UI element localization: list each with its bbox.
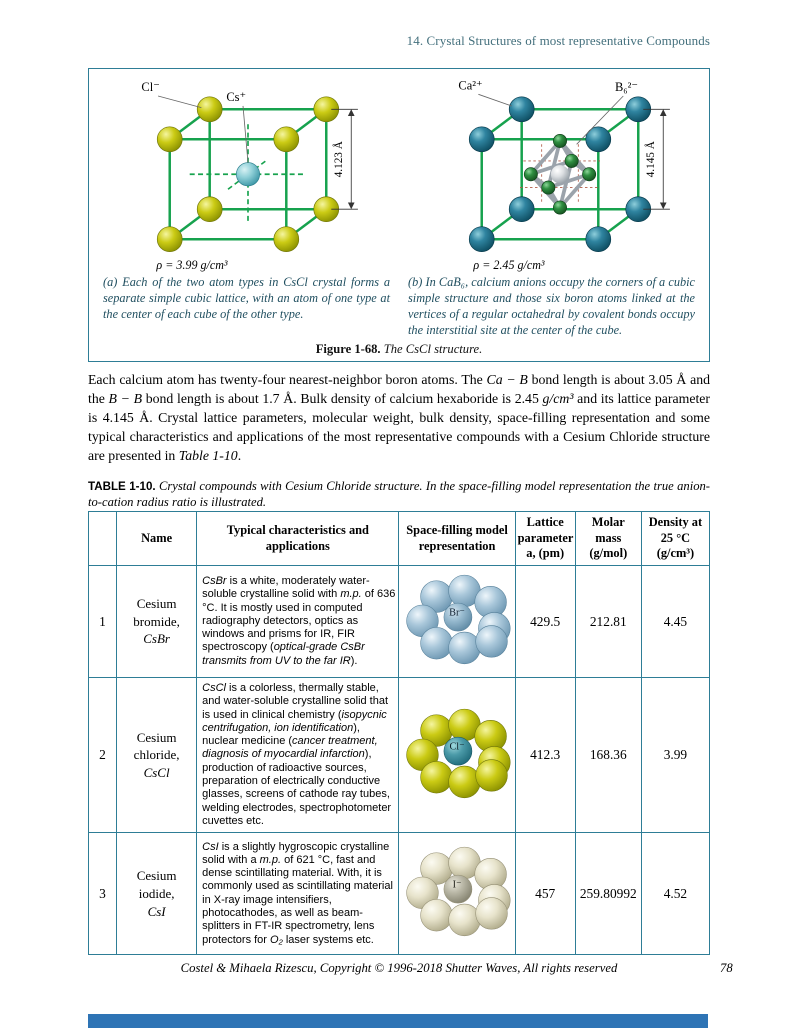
row-number-cell: 2 [89,678,117,833]
chloride-ion-label: Cl⁻ [141,79,160,94]
figure-diagrams [93,71,705,275]
compound-formula: CsBr [143,631,170,647]
molar-mass-cell: 259.80992 [575,833,641,955]
space-filling-model-csbr [401,572,513,666]
boron-cluster-label: B₆²⁻ [614,79,638,94]
ion-label: Cl⁻ [449,740,465,752]
table-number: TABLE 1-10. [88,480,156,493]
anion-spheres [407,575,511,664]
calcium-ion-label: Ca²⁺ [458,78,483,93]
space-filling-model-csi [401,844,513,938]
compound-name: Cesium bromide, [133,596,180,629]
characteristics-cell: CsCl is a colorless, thermally stable, and water-soluble crystalline solid that is used in clinical chemistry (isopycnic centrifugation, ion identification), nuclear medicine (cancer treatment, diagnosis of myocardial infarction), production of radioactive sources, preparation of electrically conductive glasses, screens of cathode ray tubes, welding electrodes, spectrophotometer cuvettes etc. [197,678,399,833]
compound-name-cell [117,833,197,955]
col-header-molar-mass: Molar mass (g/mol) [575,512,641,566]
lattice-cell: 457 [515,833,575,955]
model-cell [399,833,515,955]
compound-formula: CsI [147,903,166,919]
molar-mass-cell: 212.81 [575,566,641,678]
lattice-dimension-label: 4.123 Å [333,141,346,178]
compounds-table [88,511,710,955]
compound-formula: CsCl [143,764,170,780]
density-label-b: ρ = 2.45 g/cm³ [473,258,545,273]
ion-label: Br⁻ [449,607,465,619]
space-filling-model-cscl [401,706,513,800]
row-number-cell: 1 [89,566,117,678]
figure-box [88,68,710,362]
dimension-arrow-up [660,109,667,116]
col-header-characteristics: Typical characteristics and applications [197,512,399,566]
compound-name: Cesium iodide, [136,868,177,901]
molar-mass-cell: 168.36 [575,678,641,833]
figure-caption-b: (b) In CaB₆, calcium anions occupy the corners of a cubic simple structure and those six boron atoms linked at the vertices of a regular octahedral by covalent bonds occupy the interstitial site at the center of the cube. [408,275,695,337]
bottom-blue-bar [88,1014,708,1028]
body-paragraph: Each calcium atom has twenty-four nearest-neighbor boron atoms. The Ca − B bond length is about 3.05 Å and the B − B bond length is about 1.7 Å. Bulk density of calcium hexaboride is 2.45 g/cm³ and its lattice parameter is 4.145 Å. Crystal lattice parameters, molecular weight, bulk density, space-filling representation and some typical characteristics and applications of the most representative compounds with a Cesium Chloride structure are presented in Table 1-10. [88,372,710,463]
table-caption [88,478,710,511]
col-header-density: Density at 25 °C (g/cm³) [641,512,709,566]
dimension-arrow-down [660,203,667,210]
page-number: 78 [720,961,733,975]
table-header-row [89,512,710,566]
figure-title-text: The CsCl structure. [380,341,483,356]
lattice-cell: 429.5 [515,566,575,678]
row-number-cell: 3 [89,833,117,955]
table-row-csbr [89,566,710,678]
table-caption-text: Crystal compounds with Cesium Chloride structure. In the space-filling model representation the true anion-to-cation radius ratio is illustrated. [88,479,710,510]
col-header-index [89,512,117,566]
anion-spheres [407,709,511,798]
density-cell: 4.45 [641,566,709,678]
figure-number: Figure 1-68. [315,341,381,356]
density-cell: 3.99 [641,678,709,833]
lattice-dimension-label: 4.145 Å [645,141,658,178]
lattice-cell: 412.3 [515,678,575,833]
footer-copyright: Costel & Mihaela Rizescu, Copyright © 1996-2018 Shutter Waves, All rights reserved [180,961,618,975]
anion-spheres [407,847,511,936]
figure-title [93,342,705,357]
page-header: 14. Crystal Structures of most representative Compounds [406,33,710,48]
model-cell [399,566,515,678]
compound-name: Cesium chloride, [133,729,180,763]
compound-name-cell [117,566,197,678]
cscl-unit-cell-diagram [93,71,393,275]
characteristics-cell: CsI is a slightly hygroscopic crystalline solid with a m.p. of 621 °C, fast and dense scintillating material. With, it is commonly used as scintillating material in X-ray image intensifiers, photocathodes, as well as beam-splitters in FT-IR spectrometry, lens protectors for O₂ laser systems etc. [197,833,399,955]
col-header-lattice: Lattice parameter a, (pm) [515,512,575,566]
cesium-center-atom [236,163,259,186]
cab6-unit-cell-diagram [405,71,705,275]
characteristics-cell: CsBr is a white, moderately water-soluble crystalline solid with m.p. of 636 °C. It is mostly used in computed radiography detectors, optics as windows and prisms for IR, FIR spectroscopy (optical-grade CsBr transmits from UV to the far IR). [197,566,399,678]
figure-caption-a: (a) Each of the two atom types in CsCl crystal forms a separate simple cubic lattice, with an atom of one type at the center of each cube of the other type. [103,275,390,321]
ion-label: I⁻ [452,879,462,891]
cesium-ion-label: Cs⁺ [226,89,247,104]
col-header-name: Name [117,512,197,566]
figure-subcaptions [93,275,705,339]
table-row-cscl [89,678,710,833]
density-cell: 4.52 [641,833,709,955]
compound-name-cell [117,678,197,833]
col-header-model: Space-filling model representation [399,512,515,566]
dimension-arrow-down [348,203,355,210]
model-cell [399,678,515,833]
density-label-a: ρ = 3.99 g/cm³ [156,258,228,273]
table-row-csi [89,833,710,955]
octahedron-center-sphere [551,165,569,183]
dimension-arrow-up [348,109,355,116]
